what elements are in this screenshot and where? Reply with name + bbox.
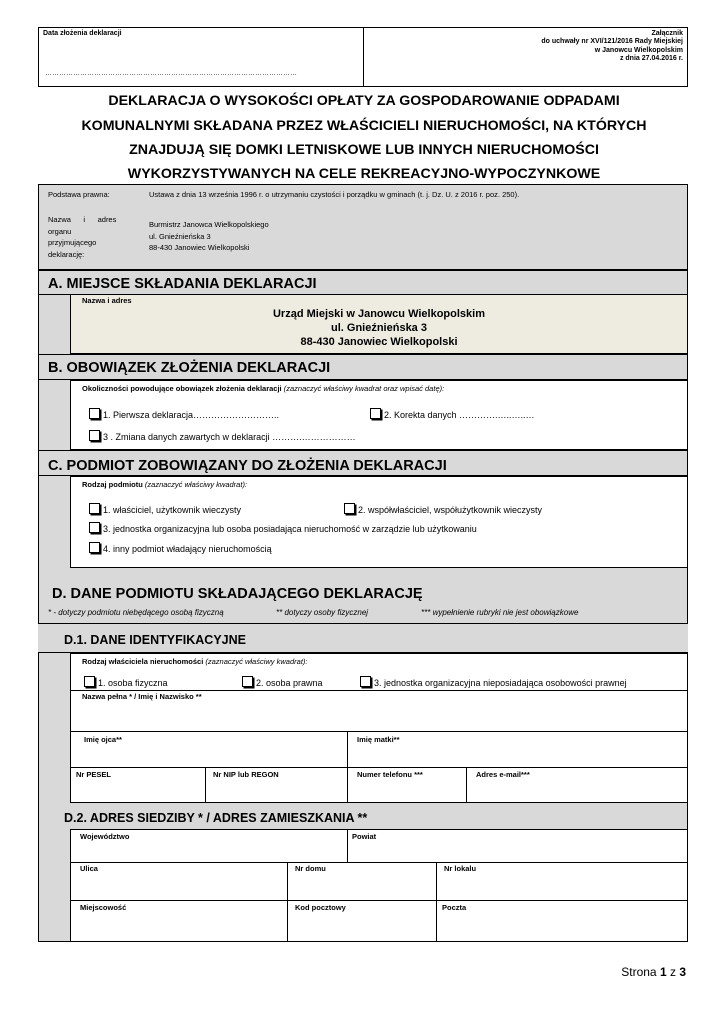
voivodeship-field[interactable]: Województwo (80, 832, 130, 841)
checkbox[interactable] (89, 430, 100, 441)
legal-basis-label: Podstawa prawna: (48, 190, 110, 199)
checkbox[interactable] (344, 503, 355, 514)
section-d-note-1: * - dotyczy podmiotu niebędącego osobą fizyczną (48, 608, 224, 617)
section-a-name-label: Nazwa i adres (82, 296, 132, 305)
email-field[interactable]: Adres e-mail*** (476, 770, 530, 779)
section-c-option-1[interactable]: 1. właściciel, użytkownik wieczysty (89, 503, 241, 515)
section-a-address: Urząd Miejski w Janowcu Wielkopolskim ul. Gnieźnieńska 3 88-430 Janowiec Wielkopolski (272, 308, 485, 348)
section-d-note-3: *** wypełnienie rubryki nie jest obowiązkowe (421, 608, 579, 617)
post-office-field[interactable]: Poczta (442, 903, 467, 912)
receiver-address: Burmistrz Janowca Wielkopolskiego ul. Gnieźnieńska 3 88-430 Janowiec Wielkopolski (149, 220, 269, 252)
section-d-note-2: ** dotyczy osoby fizycznej (276, 608, 369, 617)
section-d-title: D. DANE PODMIOTU SKŁADAJĄCEGO DEKLARACJĘ (52, 586, 423, 602)
section-c-option-3[interactable]: 3. jednostka organizacyjna lub osoba posiadająca nieruchomość w zarządzie lub użytkowaniu (89, 522, 477, 534)
nip-regon-field[interactable]: Nr NIP lub REGON (213, 770, 279, 779)
section-c-title: C. PODMIOT ZOBOWIĄZANY DO ZŁOŻENIA DEKLARACJI (48, 458, 447, 474)
flat-number-field[interactable]: Nr lokalu (444, 864, 477, 873)
section-a-title: A. MIEJSCE SKŁADANIA DEKLARACJI (48, 276, 317, 292)
checkbox[interactable] (89, 408, 100, 419)
full-name-field[interactable]: Nazwa pełna * / Imię i Nazwisko ** (82, 692, 202, 701)
owner-kind-label: Rodzaj właściciela nieruchomości (zaznaczyć właściwy kwadrat): (82, 657, 308, 666)
checkbox[interactable] (370, 408, 381, 419)
owner-option-1[interactable]: 1. osoba fizyczna (84, 676, 168, 688)
checkbox[interactable] (89, 522, 100, 533)
section-c-option-2[interactable]: 2. współwłaściciel, współużytkownik wieczysty (344, 503, 542, 515)
receiver-label: Nazwa i adres organu przyjmującego deklarację: (48, 215, 117, 259)
section-b-circumstances-label: Okoliczności powodujące obowiązek złożenia deklaracji (zaznaczyć właściwy kwadrat oraz wpisać datę): (82, 384, 445, 393)
owner-option-2[interactable]: 2. osoba prawna (242, 676, 323, 688)
section-b-option-2[interactable]: 2. Korekta danych ………….…..…..… (370, 408, 535, 420)
owner-option-3[interactable]: 3. jednostka organizacyjna nieposiadająca osobowości prawnej (360, 676, 627, 688)
section-b-option-3[interactable]: 3 . Zmiana danych zawartych w deklaracji ……….……………… (89, 430, 356, 442)
date-label: Data złożenia deklaracji (43, 30, 122, 37)
postcode-field[interactable]: Kod pocztowy (295, 903, 346, 912)
checkbox[interactable] (360, 676, 371, 687)
checkbox[interactable] (84, 676, 95, 687)
checkbox[interactable] (89, 503, 100, 514)
page-number: Strona 1 z 3 (621, 965, 686, 979)
father-name-field[interactable]: Imię ojca** (84, 735, 122, 744)
section-c-kind-label: Rodzaj podmiotu (zaznaczyć właściwy kwadrat): (82, 480, 248, 489)
section-d2-box (70, 829, 688, 942)
county-field[interactable]: Powiat (352, 832, 377, 841)
section-d1-title: D.1. DANE IDENTYFIKACYJNE (64, 633, 246, 647)
city-field[interactable]: Miejscowość (80, 903, 127, 912)
house-number-field[interactable]: Nr domu (295, 864, 326, 873)
header-box (38, 27, 688, 87)
section-b-title: B. OBOWIĄZEK ZŁOŻENIA DEKLARACJI (48, 360, 331, 376)
form-title-line-4: WYKORZYSTYWANYCH NA CELE REKREACYJNO-WYPOCZYNKOWE (127, 166, 601, 182)
section-c-option-4[interactable]: 4. inny podmiot władający nieruchomością (89, 542, 272, 554)
form-title-line-1: DEKLARACJA O WYSOKOŚCI OPŁATY ZA GOSPODAROWANIE ODPADAMI (108, 93, 620, 109)
checkbox[interactable] (89, 542, 100, 553)
checkbox[interactable] (242, 676, 253, 687)
phone-field[interactable]: Numer telefonu *** (357, 770, 423, 779)
date-dots[interactable]: ……………………………………………………………………………………………… (45, 70, 297, 77)
section-b-option-1[interactable]: 1. Pierwsza deklaracja……………………….. (89, 408, 279, 420)
section-d2-title: D.2. ADRES SIEDZIBY * / ADRES ZAMIESZKANIA ** (64, 811, 368, 825)
form-title-line-2: KOMUNALNYMI SKŁADANA PRZEZ WŁAŚCICIELI NIERUCHOMOŚCI, NA KTÓRYCH (81, 118, 647, 134)
pesel-field[interactable]: Nr PESEL (76, 770, 112, 779)
form-title-line-3: ZNAJDUJĄ SIĘ DOMKI LETNISKOWE LUB INNYCH NIERUCHOMOŚCI (129, 142, 599, 158)
mother-name-field[interactable]: Imię matki** (357, 735, 400, 744)
attachment-note: Załącznik do uchwały nr XVI/121/2016 Rady Miejskiej w Janowcu Wielkopolskim z dnia 27.04.2016 r. (541, 30, 683, 62)
street-field[interactable]: Ulica (80, 864, 98, 873)
legal-basis-text: Ustawa z dnia 13 września 1996 r. o utrzymaniu czystości i porządku w gminach (t. j. Dz. U. z 2016 r. poz. 250). (149, 190, 520, 199)
